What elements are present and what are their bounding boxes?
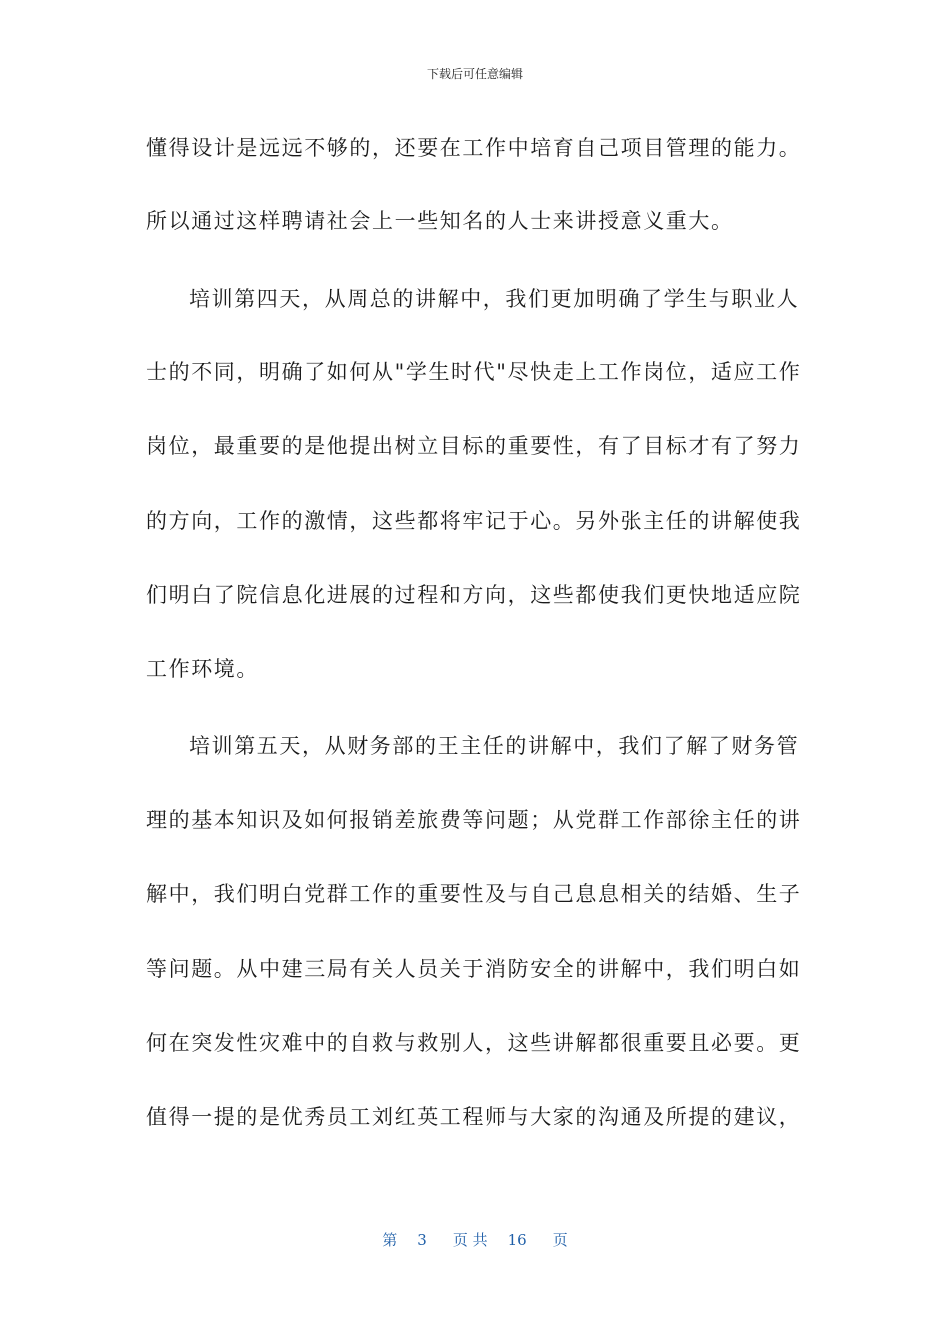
text-line: 士的不同，明确了如何从"学生时代"尽快走上工作岗位，适应工作 bbox=[146, 360, 802, 384]
text-line: 等问题。从中建三局有关人员关于消防安全的讲解中，我们明白如 bbox=[146, 957, 802, 981]
page-header: 下载后可任意编辑 bbox=[426, 67, 523, 81]
text-line: 的方向，工作的激情，这些都将牢记于心。另外张主任的讲解使我 bbox=[146, 509, 802, 533]
text-line: 值得一提的是优秀员工刘红英工程师与大家的沟通及所提的建议， bbox=[146, 1105, 802, 1129]
text-line: 们明白了院信息化进展的过程和方向，这些都使我们更快地适应院 bbox=[146, 583, 802, 607]
paragraph-start-line: 培训第五天，从财务部的王主任的讲解中，我们了解了财务管 bbox=[189, 734, 800, 758]
text-line: 所以通过这样聘请社会上一些知名的人士来讲授意义重大。 bbox=[146, 209, 734, 233]
paragraph-start-line: 培训第四天，从周总的讲解中，我们更加明确了学生与职业人 bbox=[189, 287, 800, 311]
text-line: 何在突发性灾难中的自救与救别人，这些讲解都很重要且必要。更 bbox=[146, 1031, 802, 1055]
text-line: 工作环境。 bbox=[146, 657, 259, 681]
footer-suffix: 页 bbox=[552, 1231, 568, 1249]
footer-prefix: 第 bbox=[382, 1231, 398, 1249]
total-pages-number: 16 bbox=[507, 1231, 527, 1249]
text-line: 岗位，最重要的是他提出树立目标的重要性，有了目标才有了努力 bbox=[146, 434, 802, 458]
current-page-number: 3 bbox=[417, 1231, 427, 1249]
text-line: 懂得设计是远远不够的，还要在工作中培育自己项目管理的能力。 bbox=[146, 136, 802, 160]
text-line: 理的基本知识及如何报销差旅费等问题；从党群工作部徐主任的讲 bbox=[146, 808, 802, 832]
page-footer bbox=[0, 1230, 950, 1250]
footer-middle: 页 共 bbox=[452, 1231, 488, 1249]
text-line: 解中，我们明白党群工作的重要性及与自己息息相关的结婚、生子 bbox=[146, 882, 802, 906]
